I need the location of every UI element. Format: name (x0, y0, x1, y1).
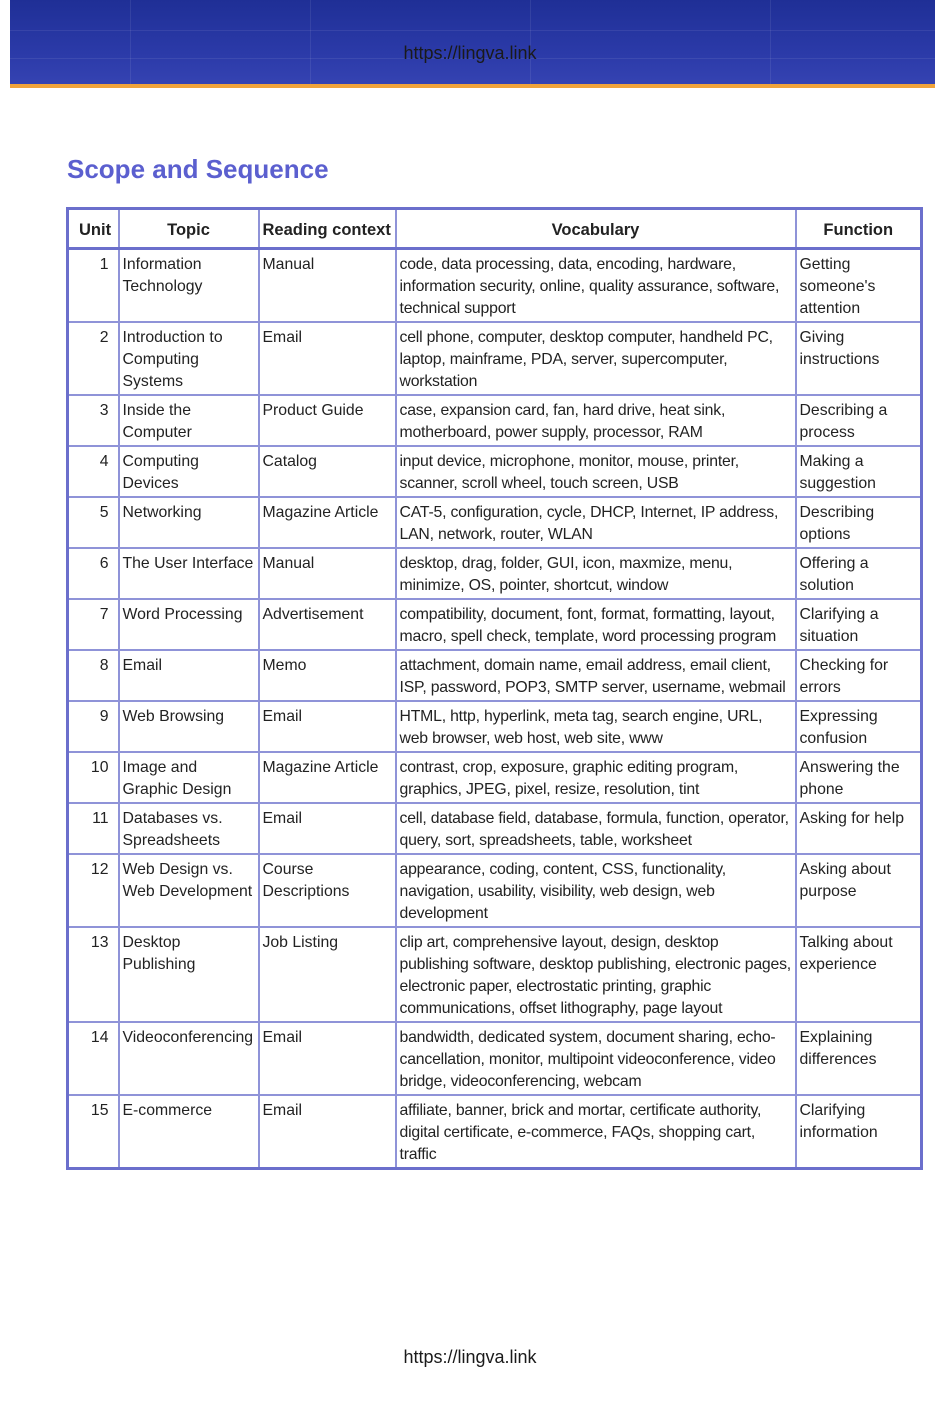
cell-function: Clarifying information (796, 1095, 922, 1169)
cell-vocabulary: affiliate, banner, brick and mortar, certificate authority, digital certificate, e-commerce, FAQs, shopping cart, traffic (396, 1095, 796, 1169)
cell-vocabulary: contrast, crop, exposure, graphic editing program, graphics, JPEG, pixel, resize, resolution, tint (396, 752, 796, 803)
cell-unit: 12 (68, 854, 119, 927)
cell-reading-context: Email (259, 322, 396, 395)
cell-reading-context: Course Descriptions (259, 854, 396, 927)
cell-reading-context: Email (259, 803, 396, 854)
cell-reading-context: Manual (259, 249, 396, 323)
cell-function: Getting someone's attention (796, 249, 922, 323)
cell-function: Making a suggestion (796, 446, 922, 497)
cell-function: Expressing confusion (796, 701, 922, 752)
cell-function: Clarifying a situation (796, 599, 922, 650)
cell-function: Describing a process (796, 395, 922, 446)
cell-unit: 2 (68, 322, 119, 395)
cell-vocabulary: cell, database field, database, formula, function, operator, query, sort, spreadsheets, table, worksheet (396, 803, 796, 854)
cell-unit: 1 (68, 249, 119, 323)
cell-unit: 11 (68, 803, 119, 854)
cell-reading-context: Magazine Article (259, 497, 396, 548)
table-body (68, 249, 922, 1169)
cell-unit: 5 (68, 497, 119, 548)
cell-unit: 10 (68, 752, 119, 803)
cell-unit: 6 (68, 548, 119, 599)
cell-topic: Computing Devices (119, 446, 259, 497)
cell-topic: Databases vs. Spreadsheets (119, 803, 259, 854)
cell-vocabulary: input device, microphone, monitor, mouse, printer, scanner, scroll wheel, touch screen, USB (396, 446, 796, 497)
column-header-unit: Unit (68, 209, 119, 249)
cell-unit: 13 (68, 927, 119, 1022)
cell-function: Explaining differences (796, 1022, 922, 1095)
cell-function: Talking about experience (796, 927, 922, 1022)
table-row (68, 752, 922, 803)
cell-topic: Word Processing (119, 599, 259, 650)
cell-vocabulary: appearance, coding, content, CSS, functionality, navigation, usability, visibility, web design, web development (396, 854, 796, 927)
cell-unit: 8 (68, 650, 119, 701)
cell-topic: Information Technology (119, 249, 259, 323)
cell-function: Asking for help (796, 803, 922, 854)
table-row (68, 927, 922, 1022)
cell-topic: Image and Graphic Design (119, 752, 259, 803)
column-header-topic: Topic (119, 209, 259, 249)
cell-topic: Web Browsing (119, 701, 259, 752)
cell-unit: 14 (68, 1022, 119, 1095)
scope-table (66, 207, 923, 1170)
cell-reading-context: Product Guide (259, 395, 396, 446)
cell-topic: Email (119, 650, 259, 701)
table-row (68, 854, 922, 927)
cell-reading-context: Manual (259, 548, 396, 599)
column-header-reading-context: Reading context (259, 209, 396, 249)
cell-topic: E-commerce (119, 1095, 259, 1169)
footer-url: https://lingva.link (403, 1347, 537, 1367)
table-row (68, 1022, 922, 1095)
cell-reading-context: Memo (259, 650, 396, 701)
cell-function: Offering a solution (796, 548, 922, 599)
table-row (68, 446, 922, 497)
cell-topic: Inside the Computer (119, 395, 259, 446)
cell-vocabulary: case, expansion card, fan, hard drive, heat sink, motherboard, power supply, processor, RAM (396, 395, 796, 446)
cell-vocabulary: clip art, comprehensive layout, design, desktop publishing software, desktop publishing, electronic pages, electronic paper, electrostatic printing, graphic communications, offset lithography, page layout (396, 927, 796, 1022)
table-row (68, 650, 922, 701)
cell-vocabulary: compatibility, document, font, format, formatting, layout, macro, spell check, template, word processing program (396, 599, 796, 650)
cell-function: Asking about purpose (796, 854, 922, 927)
cell-topic: The User Interface (119, 548, 259, 599)
header-url: https://lingva.link (403, 43, 537, 63)
cell-topic: Web Design vs. Web Development (119, 854, 259, 927)
cell-reading-context: Email (259, 1095, 396, 1169)
column-header-vocabulary: Vocabulary (396, 209, 796, 249)
table-header-row (68, 209, 922, 249)
cell-vocabulary: attachment, domain name, email address, email client, ISP, password, POP3, SMTP server, username, webmail (396, 650, 796, 701)
cell-function: Giving instructions (796, 322, 922, 395)
table-row (68, 599, 922, 650)
cell-vocabulary: desktop, drag, folder, GUI, icon, maxmize, menu, minimize, OS, pointer, shortcut, window (396, 548, 796, 599)
page-title: Scope and Sequence (67, 154, 329, 184)
cell-vocabulary: HTML, http, hyperlink, meta tag, search engine, URL, web browser, web host, web site, www (396, 701, 796, 752)
cell-vocabulary: cell phone, computer, desktop computer, handheld PC, laptop, mainframe, PDA, server, supercomputer, workstation (396, 322, 796, 395)
cell-unit: 4 (68, 446, 119, 497)
cell-reading-context: Email (259, 701, 396, 752)
cell-reading-context: Catalog (259, 446, 396, 497)
cell-reading-context: Email (259, 1022, 396, 1095)
cell-reading-context: Advertisement (259, 599, 396, 650)
table-row (68, 548, 922, 599)
cell-function: Answering the phone (796, 752, 922, 803)
cell-vocabulary: code, data processing, data, encoding, hardware, information security, online, quality assurance, software, technical support (396, 249, 796, 323)
table-row (68, 322, 922, 395)
cell-unit: 7 (68, 599, 119, 650)
cell-unit: 9 (68, 701, 119, 752)
table-row (68, 803, 922, 854)
table-row (68, 497, 922, 548)
table-row (68, 1095, 922, 1169)
banner-accent-stripe (10, 84, 935, 88)
cell-function: Describing options (796, 497, 922, 548)
table-row (68, 395, 922, 446)
table-row (68, 249, 922, 323)
column-header-function: Function (796, 209, 922, 249)
cell-reading-context: Job Listing (259, 927, 396, 1022)
table-row (68, 701, 922, 752)
cell-vocabulary: CAT-5, configuration, cycle, DHCP, Internet, IP address, LAN, network, router, WLAN (396, 497, 796, 548)
cell-function: Checking for errors (796, 650, 922, 701)
cell-topic: Videoconferencing (119, 1022, 259, 1095)
cell-unit: 15 (68, 1095, 119, 1169)
cell-topic: Networking (119, 497, 259, 548)
cell-unit: 3 (68, 395, 119, 446)
cell-topic: Introduction to Computing Systems (119, 322, 259, 395)
cell-vocabulary: bandwidth, dedicated system, document sharing, echo-cancellation, monitor, multipoint videoconference, video bridge, videoconferencing, webcam (396, 1022, 796, 1095)
cell-topic: Desktop Publishing (119, 927, 259, 1022)
cell-reading-context: Magazine Article (259, 752, 396, 803)
